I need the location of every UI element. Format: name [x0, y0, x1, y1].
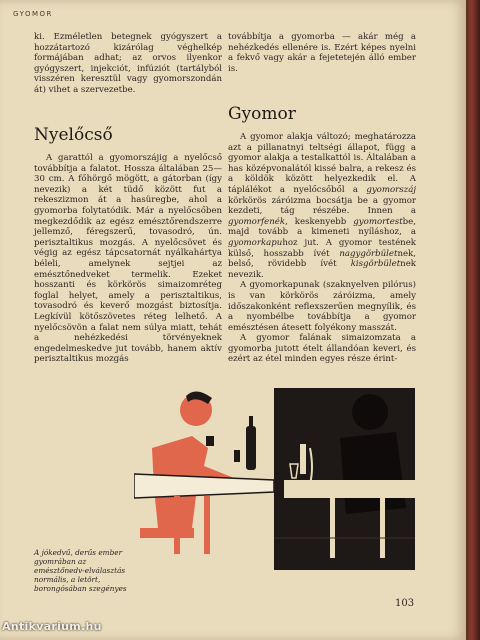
dining-illustration — [134, 388, 415, 570]
term: gyomortest — [353, 216, 403, 227]
figure-caption: A jókedvű, derűs ember gyomrában az emésztőnedv-elválasztás normális, a letört, borongósában szegényes — [34, 548, 127, 593]
running-head: GYOMOR — [13, 10, 53, 18]
left-column-body — [34, 153, 222, 365]
term: gyomorkapu — [228, 237, 283, 248]
term: gyomorszáj — [366, 184, 416, 195]
section-heading-gyomor: Gyomor — [228, 104, 296, 124]
tablecloth-right — [284, 480, 415, 498]
book-edge — [466, 0, 480, 640]
wine-bottle-shape — [246, 426, 256, 470]
paragraph: A gyomor alakja változó; meghatározza azt a pillanatnyi teltségi állapot, függ a gyomor alakja a testalkattól is. Általában a has középvonalától kissé balra, a rekesz és a köldök között helyezkedik el. A táplálékot a nyelőcsőből a gyomorszáj körkörös záróizma bocsátja be a gyomor kezdeti, tág részébe. Innen a gyomorfenék, keskenyebb gyomortestbe, majd tovább a kimeneti nyíláshoz, a gyomorkapuhoz jut. A gyomor testének külső, hosszabb ívét nagygörbületnek, belső, rövidebb ívét kisgörbületnek nevezik. — [228, 132, 416, 280]
term: nagygörbület — [339, 248, 398, 259]
paragraph: A gyomor falának simaizomzata a gyomorba jutott ételt állandóan keveri, és ezért az étel minden egyes része érint- — [228, 333, 416, 365]
section-heading-nyelocso: Nyelőcső — [34, 125, 113, 145]
term: gyomorfenék — [228, 216, 286, 227]
left-column-intro — [34, 32, 222, 96]
paragraph: A gyomorkapunak (szaknyelven pilórus) is van körkörös záróizma, amely időszakonként reflexszerűen megnyílik, és a nyombélbe továbbítja a gyomor emésztésen átesett folyékony masszát. — [228, 280, 416, 333]
right-column-body — [228, 132, 416, 365]
paragraph: A garattól a gyomorszájig a nyelőcső továbbítja a falatot. Hossza általában 25—30 cm. A főhörgő mögött, a gátorban (így nevezik) a két tüdő között fut a rekeszizmon át a hasüregbe, ahol a gyomorba folytatódik. Már a nyelőcsőben megkezdődik az egész emésztőrendszerre jellemző, féregszerű, tovasodró, ún. perisztaltikus mozgás. A nyelőcsövet és végig az egész tápcsatornát nyálkahártya béleli, amelynek sejtjei az emésztőnedveket termelik. Ezeket hosszanti és körkörös simaizomréteg foglal helyet, amely a perisztaltikus, tovasodró és keverő mozgást biztosítja. Legkívül kötőszövetes réteg lelhető. A nyelőcsövön a falat nem súlya miatt, tehát a nehézkedési törvényeknek engedelmeskedve jut tovább, hanem aktív perisztaltikus mozgás — [34, 153, 222, 365]
paragraph: ki. Ezméletlen betegnek gyógyszert a hozzátartozó kizárólag véghelkép formájában adhat; az orvos ilyenkor gyógyszert, injekciót, infúziót (tartályból visszéren keresztül vagy gyomorszondán át) vihet a szervezetbe. — [34, 32, 222, 95]
gloomy-man-figure — [340, 432, 406, 514]
watermark-logo: Antikvarium.hu — [2, 620, 102, 633]
paragraph: továbbítja a gyomorba — akár még a nehézkedés ellenére is. Ezért képes nyelni a fekvő vagy akár a fejetetején álló ember is. — [228, 32, 416, 74]
term: kisgörbület — [350, 259, 401, 270]
right-column-intro — [228, 32, 416, 74]
page-number: 103 — [395, 598, 415, 609]
